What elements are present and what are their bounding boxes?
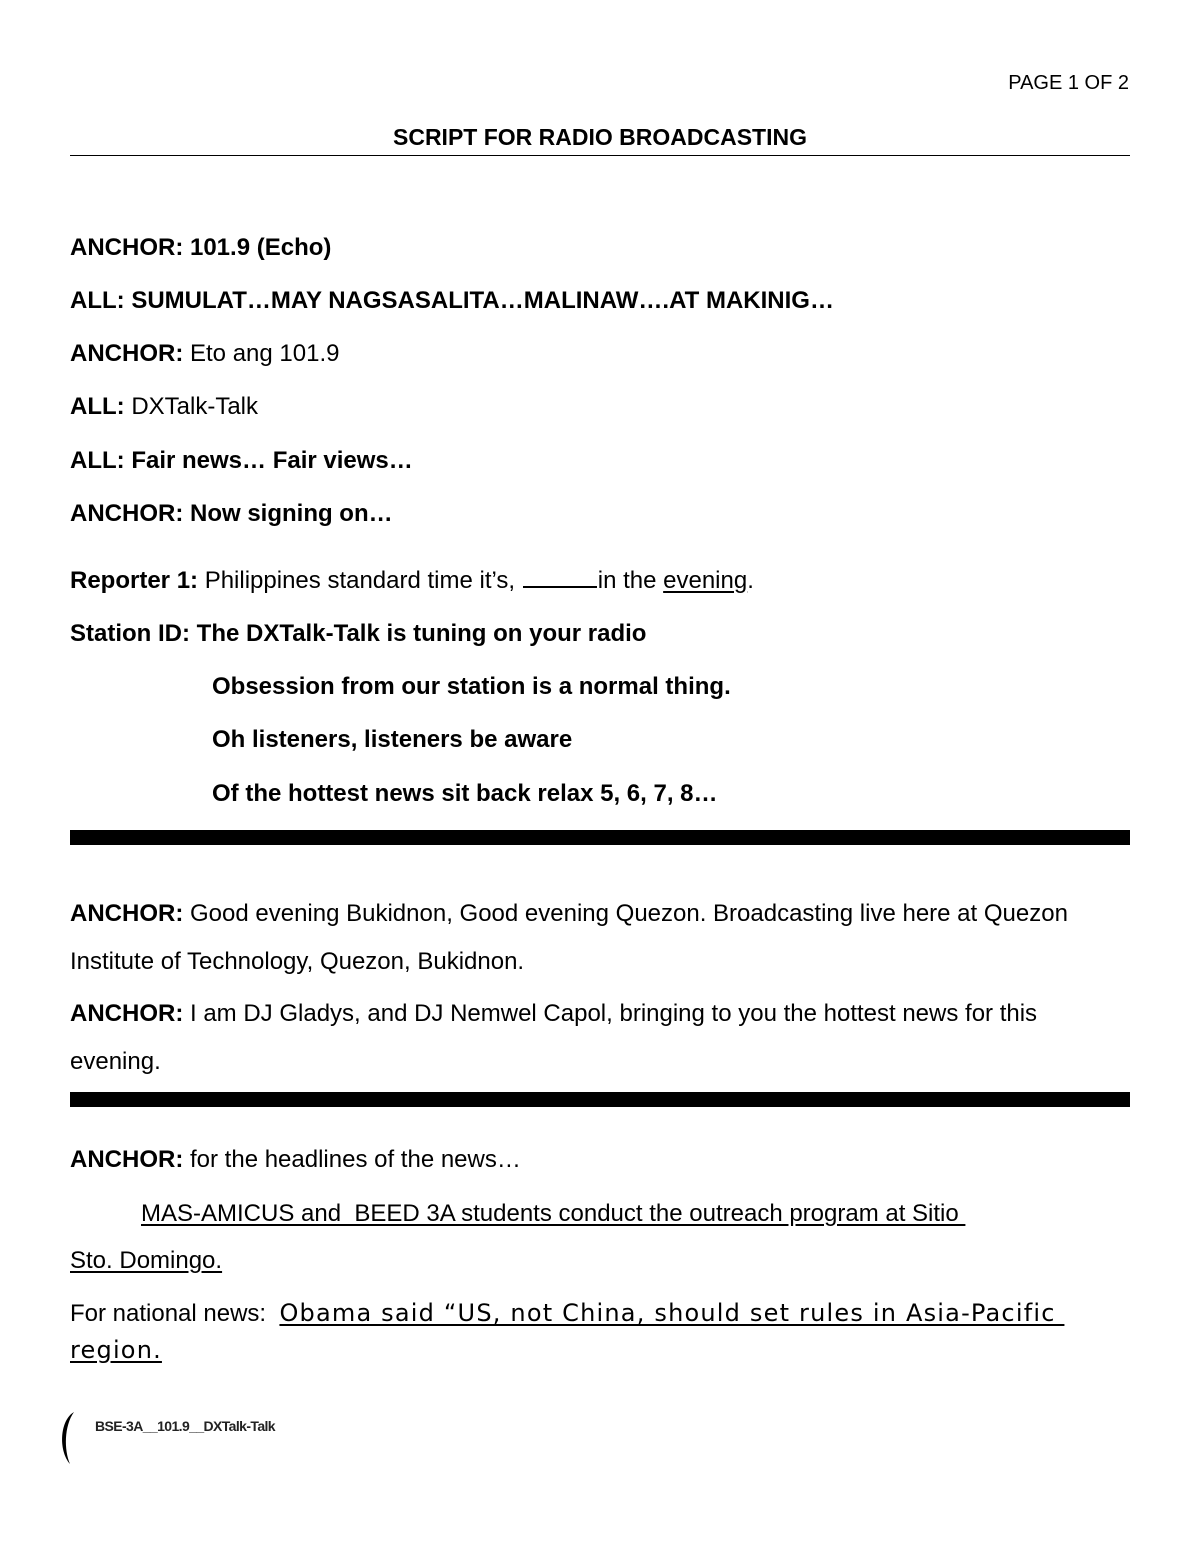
national-headline-line-1: Obama said “US, not China, should set rules in Asia-Pacific	[279, 1299, 1065, 1327]
reporter-text: Philippines standard time it’s,	[198, 567, 522, 594]
speaker-label: ANCHOR:	[70, 1146, 184, 1173]
time-blank	[523, 566, 597, 588]
local-headline-line-1: MAS-AMICUS and BEED 3A students conduct the outreach program at Sitio	[141, 1200, 966, 1227]
speaker-label: ALL:	[70, 393, 125, 420]
speaker-label: ANCHOR:	[70, 340, 184, 367]
station-id-line-2: Obsession from our station is a normal thing.	[212, 673, 731, 700]
paragraph-text: I am DJ Gladys, and DJ Nemwel Capol, bringing to you the hottest news for this evening.	[70, 1000, 1038, 1075]
intro-line-fair-news: ALL: Fair news… Fair views…	[70, 447, 413, 474]
section-divider-1	[70, 830, 1130, 845]
national-headline-line-2: region.	[70, 1336, 162, 1364]
line-text: Eto ang 101.9	[183, 340, 340, 367]
greeting-paragraph-1	[70, 890, 1132, 986]
page-number: PAGE 1 OF 2	[1008, 72, 1129, 94]
paragraph-text: Good evening Bukidnon, Good evening Quezon. Broadcasting live here at Quezon Institute of Technology, Quezon, Bukidnon.	[70, 900, 1068, 975]
speaker-label: ANCHOR:	[70, 1000, 184, 1027]
document-title: SCRIPT FOR RADIO BROADCASTING	[393, 124, 807, 150]
intro-line-all-dxtalk	[70, 392, 258, 422]
speaker-label: Reporter 1:	[70, 567, 199, 594]
intro-line-anchor-eto	[70, 339, 339, 369]
headlines-text: for the headlines of the news…	[183, 1146, 521, 1173]
title-underline	[70, 155, 1130, 156]
reporter-line	[70, 566, 754, 596]
local-headline-line-2: Sto. Domingo.	[70, 1247, 223, 1274]
national-news-label: For national news:	[70, 1300, 280, 1327]
national-news-line	[70, 1298, 1064, 1329]
intro-line-anchor-echo: ANCHOR: 101.9 (Echo)	[70, 234, 332, 261]
station-id-line-1: Station ID: The DXTalk-Talk is tuning on your radio	[70, 620, 647, 647]
greeting-paragraph-2	[70, 990, 1132, 1086]
footer-file-label: BSE-3A__101.9__DXTalk-Talk	[95, 1418, 275, 1434]
headlines-intro-line	[70, 1145, 521, 1175]
evening-underlined: evening	[663, 567, 748, 594]
section-divider-2	[70, 1092, 1130, 1107]
reporter-period: .	[747, 567, 754, 594]
line-text: DXTalk-Talk	[124, 393, 259, 420]
intro-line-signing-on: ANCHOR: Now signing on…	[70, 500, 393, 527]
speaker-label: ANCHOR:	[70, 900, 184, 927]
crescent-logo-icon	[56, 1410, 78, 1466]
reporter-text-middle: in the	[597, 567, 664, 594]
station-id-line-3: Oh listeners, listeners be aware	[212, 726, 573, 753]
intro-line-all-sumulat: ALL: SUMULAT…MAY NAGSASALITA…MALINAW….AT MAKINIG…	[70, 287, 834, 314]
station-id-line-4: Of the hottest news sit back relax 5, 6, 7, 8…	[212, 780, 718, 807]
